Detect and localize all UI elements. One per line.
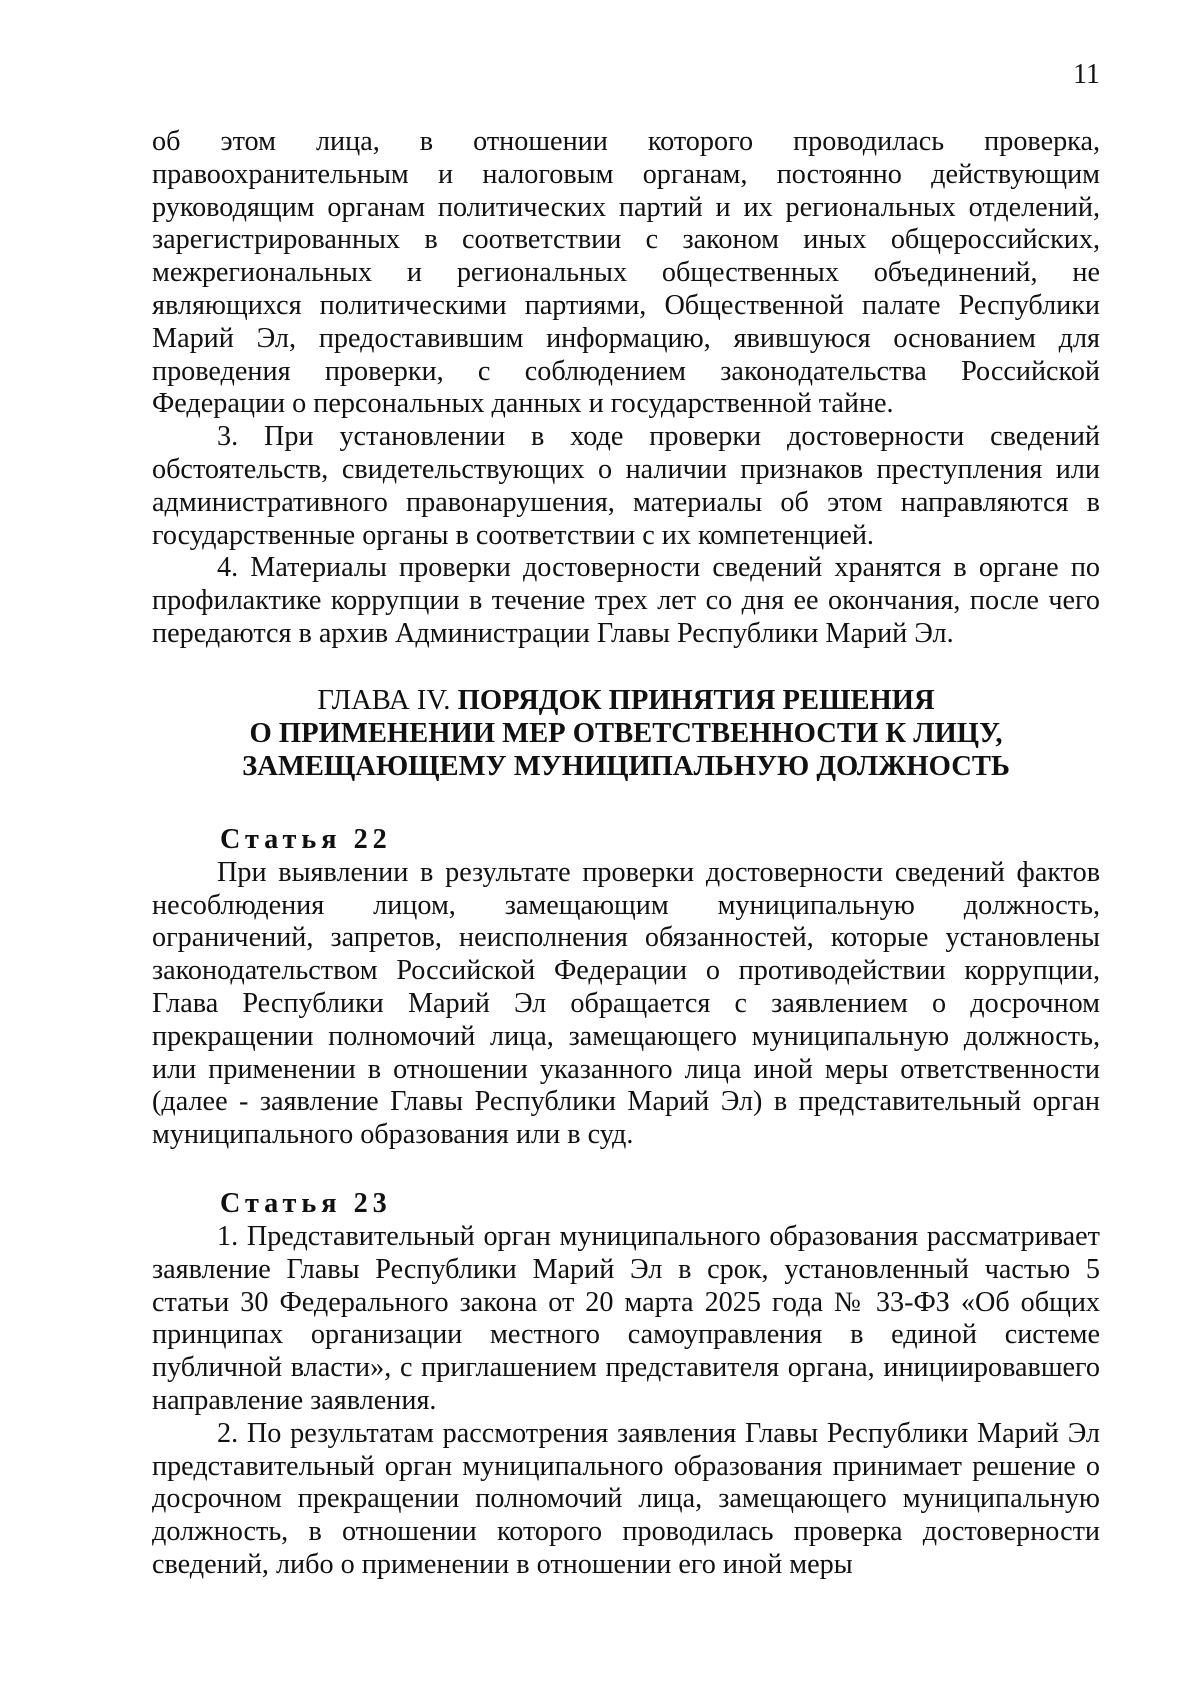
- chapter-heading: [152, 684, 1100, 783]
- paragraph-item-4: 4. Материалы проверки достоверности сведений хранятся в органе по профилактике коррупции в течение трех лет со дня ее окончания, после чего передаются в архив Администрации Главы Республики Марий Эл.: [152, 552, 1100, 649]
- paragraph-continuation: об этом лица, в отношении которого проводилась проверка, правоохранительным и налоговым органам, постоянно действующим руководящим органам политических партий и их региональных отделений, зарегистрированных в соответствии с законом иных общероссийских, межрегиональных и региональных общественных объединений, не являющихся политическими партиями, Общественной палате Республики Марий Эл, предоставившим информацию, явившуюся основанием для проведения проверки, с соблюдением законодательства Российской Федерации о персональных данных и государственной тайне.: [152, 126, 1100, 420]
- chapter-title-part-3: ЗАМЕЩАЮЩЕМУ МУНИЦИПАЛЬНУЮ ДОЛЖНОСТЬ: [242, 750, 1010, 782]
- document-body: [152, 126, 1100, 1582]
- chapter-title-part-2: О ПРИМЕНЕНИИ МЕР ОТВЕТСТВЕННОСТИ К ЛИЦУ,: [249, 717, 1003, 749]
- chapter-number: ГЛАВА IV.: [317, 684, 451, 716]
- spacer: [152, 783, 1100, 823]
- page-number: 11: [1073, 59, 1100, 90]
- article-22-title: Статья 22: [220, 823, 392, 855]
- chapter-title-part-1: ПОРЯДОК ПРИНЯТИЯ РЕШЕНИЯ: [457, 684, 935, 716]
- article-23-paragraph-1: 1. Представительный орган муниципального образования рассматривает заявление Главы Республики Марий Эл в срок, установленный частью 5 статьи 30 Федерального закона от 20 марта 2025 года № 33-ФЗ «Об общих принципах организации местного самоуправления в единой системе публичной власти», с приглашением представителя органа, инициировавшего направление заявления.: [152, 1220, 1100, 1416]
- spacer: [152, 1152, 1100, 1187]
- article-23-title: Статья 23: [220, 1187, 392, 1219]
- paragraph-item-3: 3. При установлении в ходе проверки достоверности сведений обстоятельств, свидетельствующих о наличии признаков преступления или административного правонарушения, материалы об этом направляются в государственные органы в соответствии с их компетенцией.: [152, 421, 1100, 551]
- chapter-heading-line-1: [152, 684, 1100, 717]
- article-22-text: При выявлении в результате проверки достоверности сведений фактов несоблюдения лицом, замещающим муниципальную должность, ограничений, запретов, неисполнения обязанностей, которые установлены законодательством Российской Федерации о противодействии коррупции, Глава Республики Марий Эл обращается с заявлением о досрочном прекращении полномочий лица, замещающего муниципальную должность, или применении в отношении указанного лица иной меры ответственности (далее - заявление Главы Республики Марий Эл) в представительный орган муниципального образования или в суд.: [152, 856, 1100, 1151]
- article-23-paragraph-2: 2. По результатам рассмотрения заявления Главы Республики Марий Эл представительный орган муниципального образования принимает решение о досрочном прекращении полномочий лица, замещающего муниципальную должность, в отношении которого проводилась проверка достоверности сведений, либо о применении в отношении его иной меры: [152, 1417, 1100, 1580]
